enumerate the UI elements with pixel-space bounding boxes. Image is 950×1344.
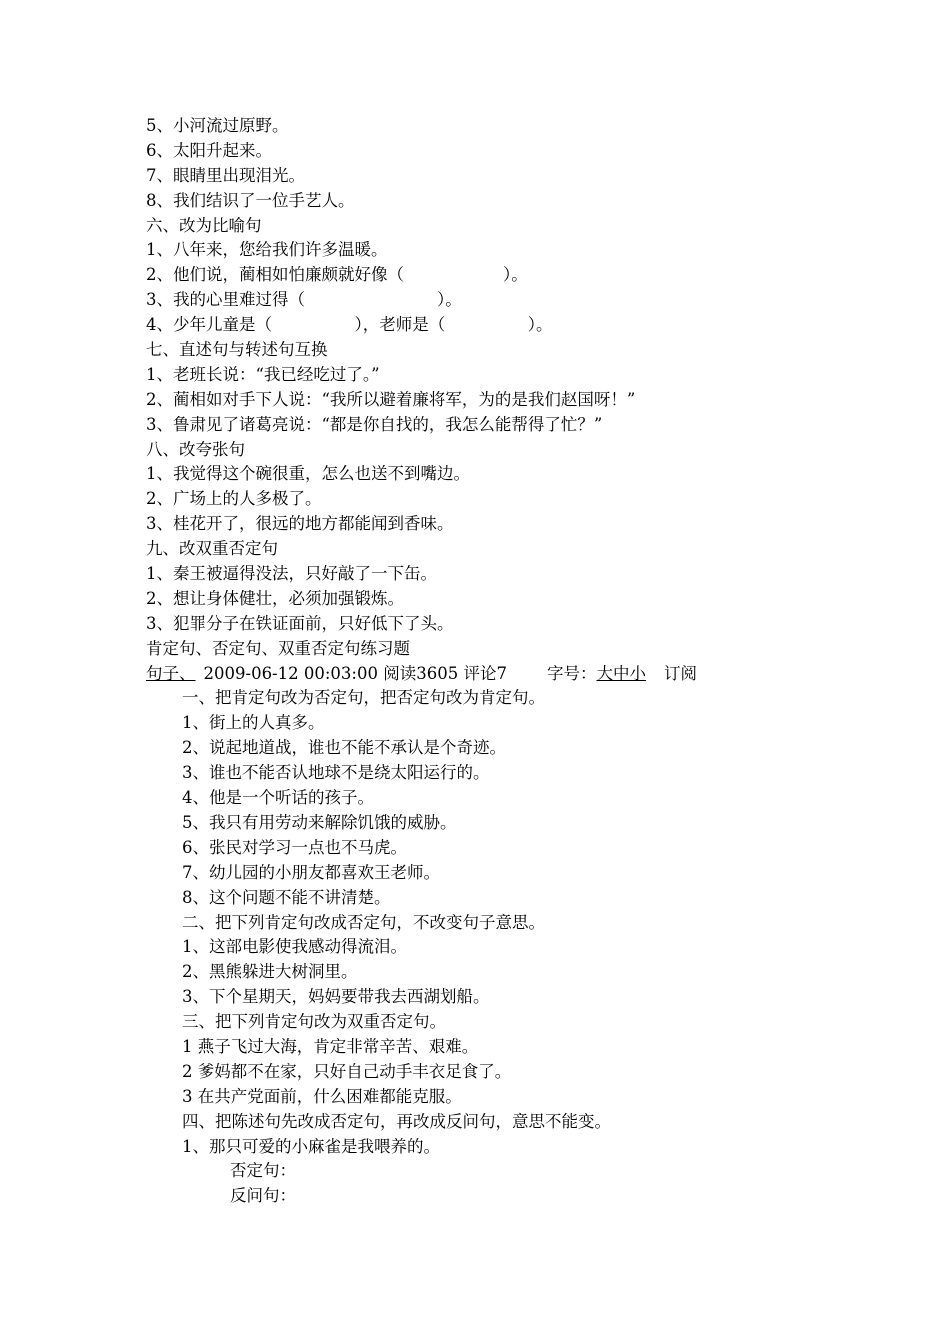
article-title: 肯定句、否定句、双重否定句练习题 bbox=[146, 638, 410, 658]
list-item: 3、桂花开了，很远的地方都能闻到香味。 bbox=[146, 514, 454, 534]
list-item: 1、街上的人真多。 bbox=[182, 713, 325, 733]
font-size-links[interactable]: 大中小 bbox=[596, 663, 646, 683]
answer-label-negative: 否定句： bbox=[230, 1161, 296, 1181]
list-item: 5、小河流过原野。 bbox=[146, 116, 289, 135]
list-item: 2、他们说，蔺相如怕廉颇就好像（ ）。 bbox=[146, 265, 528, 285]
section-heading: 八、改夸张句 bbox=[146, 439, 245, 459]
document-page bbox=[0, 114, 950, 1209]
post-datetime: 2009-06-12 00:03:00 bbox=[203, 663, 378, 683]
section-heading: 四、把陈述句先改成否定句，再改成反问句，意思不能变。 bbox=[182, 1111, 611, 1131]
list-item: 4、少年儿童是（ ），老师是（ ）。 bbox=[146, 315, 553, 335]
list-item: 6、太阳升起来。 bbox=[146, 140, 272, 160]
list-item: 1、老班长说：“我已经吃过了。” bbox=[146, 364, 380, 384]
list-item: 3、下个星期天，妈妈要带我去西湖划船。 bbox=[182, 987, 490, 1007]
list-item: 1 燕子飞过大海，肯定非常辛苦、艰难。 bbox=[182, 1036, 479, 1056]
list-item: 3 在共产党面前，什么困难都能克服。 bbox=[182, 1086, 462, 1106]
section-heading: 三、把下列肯定句改为双重否定句。 bbox=[182, 1012, 446, 1032]
list-item: 3、鲁肃见了诸葛亮说：“都是你自找的，我怎么能帮得了忙？” bbox=[146, 414, 603, 434]
list-item: 3、我的心里难过得（ ）。 bbox=[146, 290, 462, 310]
list-item: 2 爹妈都不在家，只好自己动手丰衣足食了。 bbox=[182, 1061, 512, 1081]
list-item: 1、八年来，您给我们许多温暖。 bbox=[146, 240, 388, 260]
list-item: 2、说起地道战，谁也不能不承认是个奇迹。 bbox=[182, 738, 506, 758]
answer-label-rhetorical: 反问句： bbox=[230, 1186, 296, 1206]
section-heading: 一、把肯定句改为否定句，把否定句改为肯定句。 bbox=[182, 688, 545, 708]
list-item: 7、眼睛里出现泪光。 bbox=[146, 165, 305, 185]
read-comment-stats: 阅读3605 评论7 bbox=[383, 663, 507, 683]
list-item: 5、我只有用劳动来解除饥饿的威胁。 bbox=[182, 812, 457, 832]
list-item: 1、秦王被逼得没法，只好敲了一下缶。 bbox=[146, 564, 437, 584]
section-heading: 六、改为比喻句 bbox=[146, 215, 262, 235]
list-item: 1、我觉得这个碗很重，怎么也送不到嘴边。 bbox=[146, 464, 470, 484]
list-item: 6、张民对学习一点也不马虎。 bbox=[182, 837, 407, 857]
section-heading: 二、把下列肯定句改成否定句，不改变句子意思。 bbox=[182, 912, 545, 932]
list-item: 2、黑熊躲进大树洞里。 bbox=[182, 962, 358, 982]
list-item: 1、这部电影使我感动得流泪。 bbox=[182, 937, 407, 957]
list-item: 2、想让身体健壮，必须加强锻炼。 bbox=[146, 588, 404, 608]
article-meta bbox=[0, 662, 950, 687]
list-item: 3、犯罪分子在铁证面前，只好低下了头。 bbox=[146, 613, 454, 633]
list-item: 1、那只可爱的小麻雀是我喂养的。 bbox=[182, 1136, 440, 1156]
section-heading: 七、直述句与转述句互换 bbox=[146, 340, 328, 360]
section-heading: 九、改双重否定句 bbox=[146, 539, 278, 559]
list-item: 3、谁也不能否认地球不是绕太阳运行的。 bbox=[182, 763, 490, 783]
list-item: 8、我们结识了一位手艺人。 bbox=[146, 190, 355, 210]
list-item: 8、这个问题不能不讲清楚。 bbox=[182, 887, 391, 907]
font-size-label: 字号： bbox=[546, 663, 597, 683]
list-item: 7、幼儿园的小朋友都喜欢王老师。 bbox=[182, 862, 440, 882]
list-item: 2、蔺相如对手下人说：“我所以避着廉将军，为的是我们赵国呀！” bbox=[146, 389, 636, 409]
subscribe-link[interactable]: 订阅 bbox=[663, 663, 697, 683]
category-link[interactable]: 句子、 bbox=[146, 663, 196, 683]
list-item: 2、广场上的人多极了。 bbox=[146, 489, 322, 509]
list-item: 4、他是一个听话的孩子。 bbox=[182, 788, 374, 808]
